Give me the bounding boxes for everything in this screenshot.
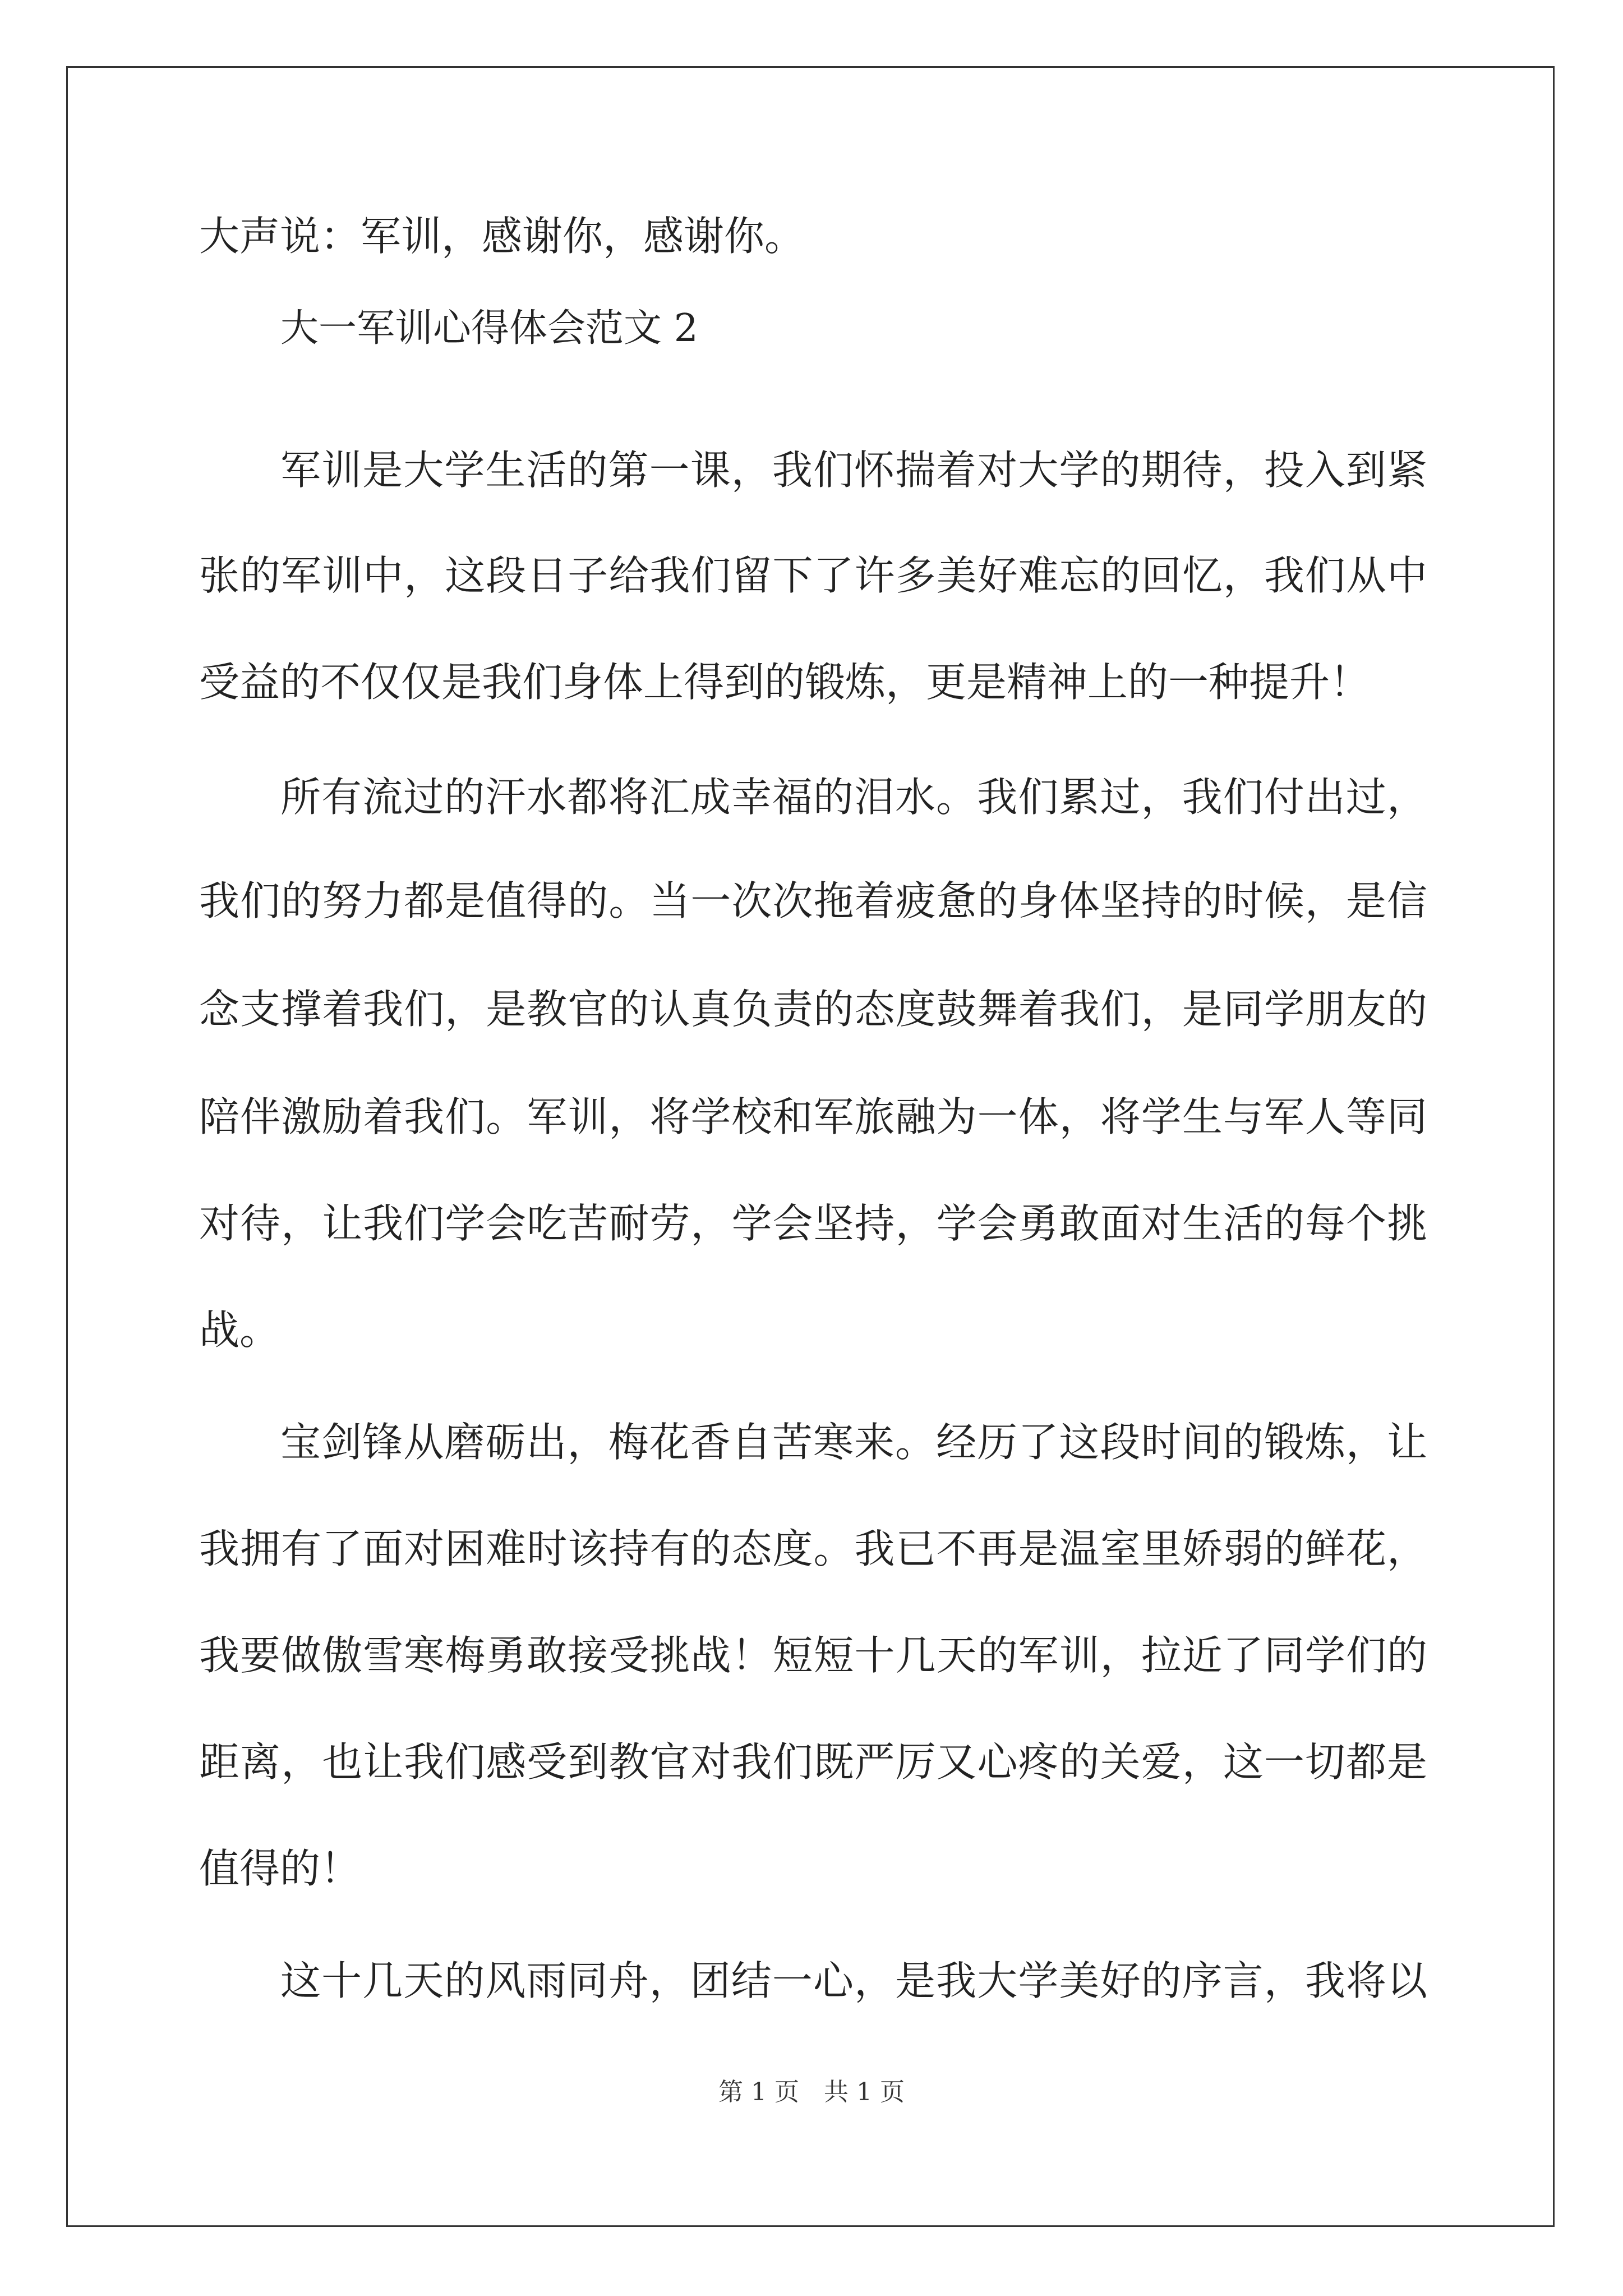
- paragraph-line: 我要做傲雪寒梅勇敢接受挑战！短短十几天的军训，拉近了同学们的: [199, 1632, 1427, 1679]
- paragraph-line: 陪伴激励着我们。军训，将学校和军旅融为一体，将学生与军人等同: [199, 1093, 1427, 1140]
- paragraph-line: 战。: [199, 1306, 280, 1354]
- paragraph-line: 大声说：军训，感谢你，感谢你。: [199, 213, 805, 260]
- paragraph-line: 受益的不仅仅是我们身体上得到的锻炼，更是精神上的一种提升！: [199, 659, 1371, 706]
- paragraph-line: 值得的！: [199, 1845, 361, 1892]
- paragraph-line: 张的军训中，这段日子给我们留下了许多美好难忘的回忆，我们从中: [199, 552, 1427, 599]
- page-border: [66, 66, 1555, 2227]
- paragraph-line: 我拥有了面对困难时该持有的态度。我已不再是温室里娇弱的鲜花，: [199, 1525, 1427, 1572]
- paragraph-line: 距离，也让我们感受到教官对我们既严厉又心疼的关爱，这一切都是: [199, 1738, 1427, 1786]
- page-number-footer: 第 1 页 共 1 页: [718, 2078, 905, 2106]
- paragraph-line: 我们的努力都是值得的。当一次次拖着疲惫的身体坚持的时候，是信: [199, 877, 1427, 924]
- paragraph-line: 念支撑着我们，是教官的认真负责的态度鼓舞着我们，是同学朋友的: [199, 986, 1427, 1033]
- paragraph-line: 军训是大学生活的第一课，我们怀揣着对大学的期待，投入到紧: [280, 447, 1427, 494]
- paragraph-line: 宝剑锋从磨砺出，梅花香自苦寒来。经历了这段时间的锻炼，让: [280, 1419, 1427, 1466]
- paragraph-line: 这十几天的风雨同舟，团结一心，是我大学美好的序言，我将以: [280, 1957, 1427, 2004]
- paragraph-line: 对待，让我们学会吃苦耐劳，学会坚持，学会勇敢面对生活的每个挑: [199, 1200, 1427, 1247]
- section-heading: 大一军训心得体会范文 2: [280, 306, 698, 351]
- paragraph-line: 所有流过的汗水都将汇成幸福的泪水。我们累过，我们付出过，: [280, 774, 1427, 821]
